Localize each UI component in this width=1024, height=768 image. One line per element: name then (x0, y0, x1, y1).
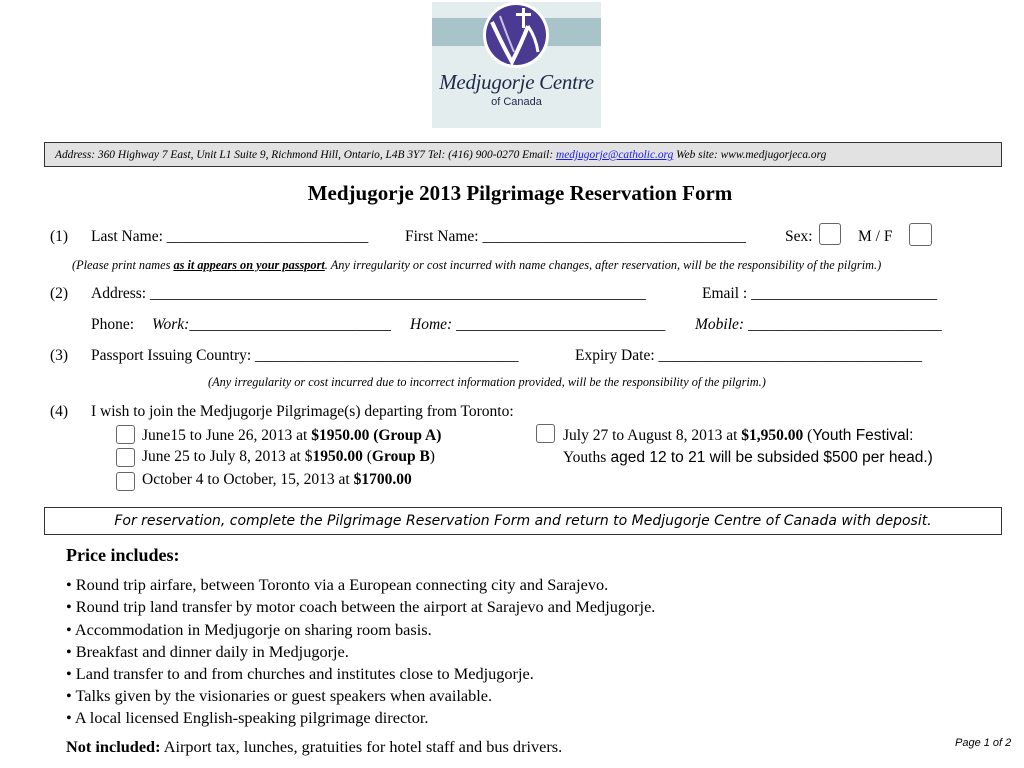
email-field[interactable]: Email : ________________________ (702, 285, 938, 302)
group-b-checkbox[interactable] (116, 448, 135, 467)
expiry-date-field[interactable]: Expiry Date: __________________________________ (575, 347, 923, 364)
october-dates: October 4 to October, 15, 2013 at (142, 471, 354, 488)
first-name-field[interactable]: First Name: __________________________________ (405, 228, 746, 245)
form-title: Medjugorje 2013 Pilgrimage Reservation Form (307, 181, 733, 205)
sex-options-label: M / F (858, 228, 893, 245)
passport-name-note (72, 258, 881, 273)
pilgrimage-intro: I wish to join the Medjugorje Pilgrimage(s) departing from Toronto: (91, 403, 514, 420)
price-include-item: • Land transfer to and from churches and institutes close to Medjugorje. (66, 664, 534, 683)
group-b-label: Group B (371, 448, 430, 465)
section-1-number: (1) (50, 228, 69, 245)
not-included-label: Not included: (66, 737, 161, 756)
last-name-field[interactable]: Last Name: __________________________ (91, 228, 369, 245)
section-3-number: (3) (50, 347, 69, 364)
youth-option (563, 427, 913, 445)
price-include-item: • Round trip airfare, between Toronto via a European connecting city and Sarajevo. (66, 575, 609, 594)
note-suffix: . Any irregularity or cost incurred with name changes, after reservation, will be the responsibility of the pilgrim.) (324, 258, 882, 272)
youth-word: Youths (563, 449, 607, 466)
price-include-item: • Accommodation in Medjugorje on sharing room basis. (66, 620, 432, 639)
home-label: Home: (410, 316, 453, 333)
group-b-option (142, 448, 435, 466)
email-link[interactable]: medjugorje@catholic.org (555, 149, 674, 161)
group-a-price: $1950.00 (Group A) (311, 427, 442, 444)
cross-emblem-icon (478, 2, 555, 72)
price-include-item: • Breakfast and dinner daily in Medjugorje. (66, 642, 349, 661)
not-included-text: Airport tax, lunches, gratuities for hotel staff and bus drivers. (160, 737, 563, 756)
sex-label: Sex: (785, 228, 813, 245)
section-2-number: (2) (50, 285, 69, 302)
group-a-checkbox[interactable] (116, 425, 135, 444)
section-4-number: (4) (50, 403, 69, 420)
october-price: $1700.00 (353, 471, 412, 488)
group-b-dates: June 25 to July 8, 2013 at $ (142, 448, 313, 465)
price-include-item: • Talks given by the visionaries or guest speakers when available. (66, 686, 493, 705)
group-b-close-paren: ) (429, 448, 435, 465)
page-number: Page 1 of 2 (955, 737, 1012, 749)
youth-open-paren: ( (803, 427, 813, 444)
youth-subsidy-text: aged 12 to 21 will be subsided $500 per head.) (606, 449, 933, 466)
work-label: Work: (152, 316, 190, 333)
passport-country-field[interactable]: Passport Issuing Country: __________________________________ (91, 347, 519, 364)
work-line: __________________________ (189, 316, 391, 333)
group-b-price: 1950.00 (312, 448, 363, 465)
sex-checkbox-f[interactable] (909, 223, 932, 246)
note-prefix: (Please print names (72, 258, 174, 272)
reservation-instructions: For reservation, complete the Pilgrimage Reservation Form and return to Medjugorje Centre of Canada with deposit. (44, 507, 1002, 535)
price-include-item: • A local licensed English-speaking pilgrimage director. (66, 708, 429, 727)
website-text: Web site: www.medjugorjeca.org (673, 149, 827, 161)
home-phone-field[interactable] (410, 316, 665, 334)
youth-price: $1,950.00 (741, 427, 804, 444)
organization-logo (432, 2, 601, 128)
youth-checkbox[interactable] (536, 424, 555, 443)
group-b-open-paren: ( (362, 448, 372, 465)
incorrect-info-note: (Any irregularity or cost incurred due to incorrect information provided, will be the responsibility of the pilgrim.) (208, 375, 766, 389)
logo-name: Medjugorje Centre (439, 70, 594, 94)
october-option (142, 471, 412, 489)
mobile-label: Mobile: (695, 316, 745, 333)
work-phone-field[interactable] (152, 316, 391, 334)
phone-label: Phone: (91, 316, 135, 333)
group-a-option (142, 427, 441, 445)
mobile-line: _________________________ (747, 316, 942, 333)
group-a-dates: June15 to June 26, 2013 at (142, 427, 312, 444)
october-checkbox[interactable] (116, 472, 135, 491)
home-line: ___________________________ (456, 316, 666, 333)
price-includes-heading: Price includes: (66, 545, 180, 565)
logo-subtitle: of Canada (491, 96, 542, 108)
mobile-phone-field[interactable] (695, 316, 942, 334)
contact-address-bar (44, 142, 1002, 167)
address-field[interactable]: Address: ________________________________________________________________ (91, 285, 646, 302)
not-included-line (66, 737, 562, 757)
youth-dates: July 27 to August 8, 2013 at (563, 427, 742, 444)
note-emphasis: as it appears on your passport (173, 258, 325, 272)
sex-checkbox-m[interactable] (819, 223, 841, 245)
youth-subsidy-note (563, 449, 933, 467)
address-text: Address: 360 Highway 7 East, Unit L1 Suite 9, Richmond Hill, Ontario, L4B 3Y7 Tel: (416) 900-0270 Email: (55, 149, 556, 161)
price-include-item: • Round trip land transfer by motor coach between the airport at Sarajevo and Medjugorje. (66, 597, 656, 616)
youth-festival-label: Youth Festival: (812, 427, 914, 444)
